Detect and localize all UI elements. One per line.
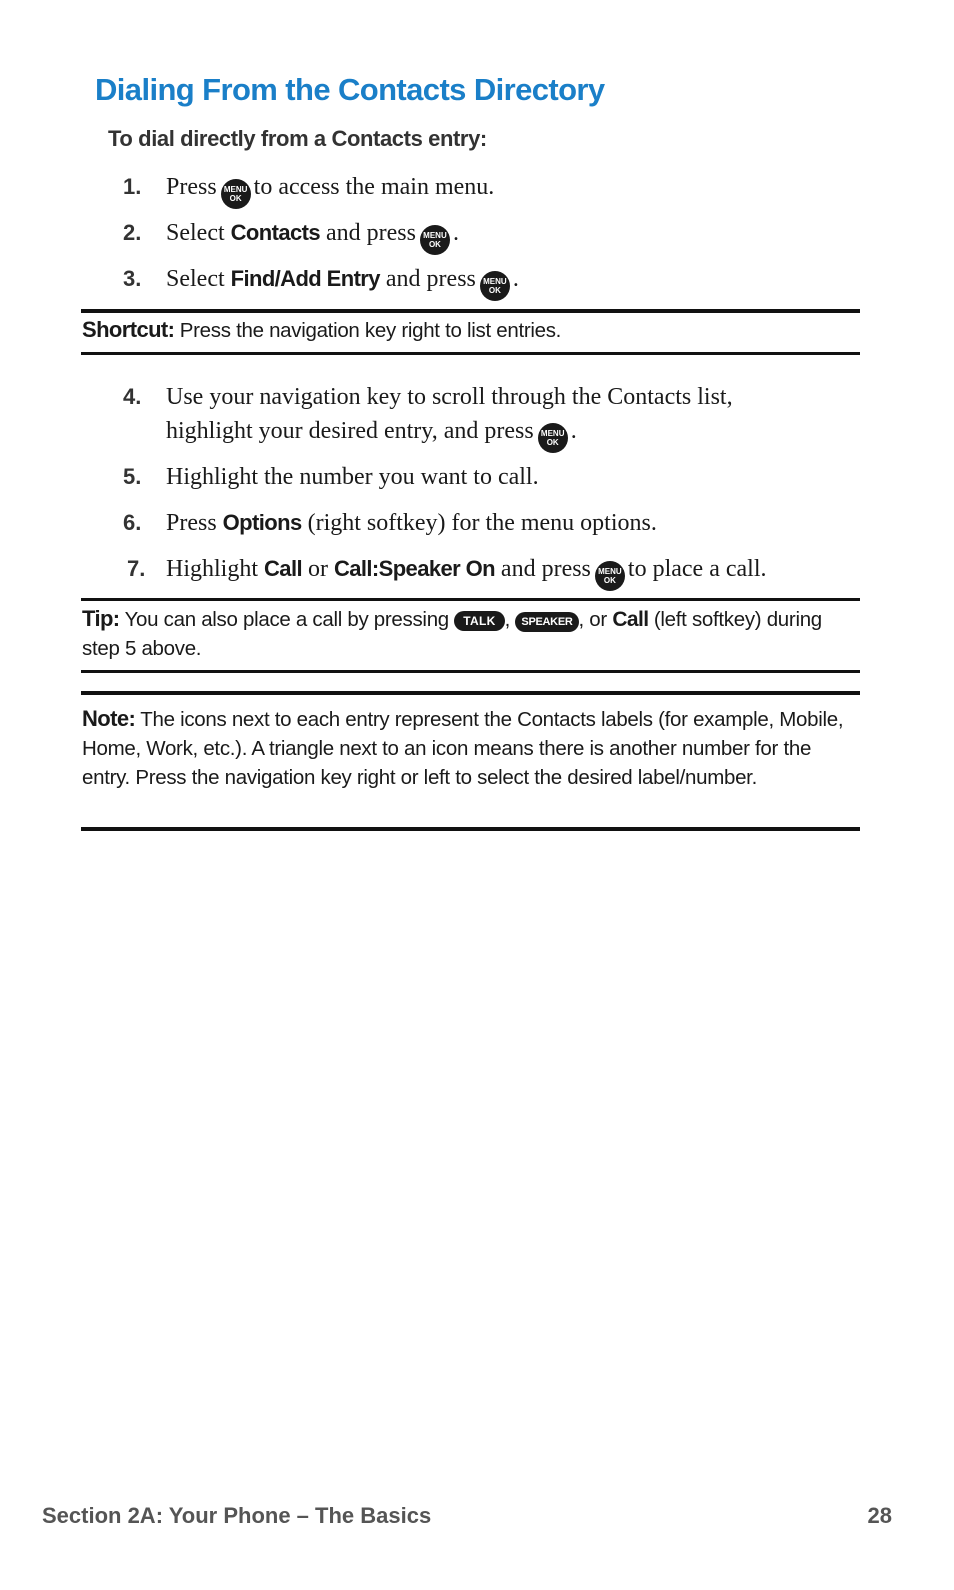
step-number: 7.: [127, 556, 146, 581]
menu-ok-key-icon: MENU OK: [221, 179, 251, 209]
tip-bottom-rule: [81, 670, 860, 673]
step-text: Press MENU OK to access the main menu.: [166, 170, 866, 209]
menu-item-call: Call: [264, 556, 302, 581]
page-title: Dialing From the Contacts Directory: [95, 72, 605, 107]
step-number: 6.: [123, 510, 142, 535]
step-number: 1.: [123, 174, 142, 199]
speaker-key-icon: SPEAKER: [515, 612, 578, 632]
step-text: Press Options (right softkey) for the menu options.: [166, 510, 657, 536]
note-box: [82, 704, 862, 792]
talk-key-icon: TALK: [454, 611, 504, 631]
menu-ok-key-icon: MENU OK: [420, 225, 450, 255]
softkey-call: Call: [612, 608, 649, 631]
tip-box: Tip: You can also place a call by pressing TALK , SPEAKER , or Call (left softkey) during step 5 above.: [82, 606, 822, 660]
step-text: Highlight Call or Call:Speaker On and press MENU OK to place a call.: [166, 552, 866, 591]
menu-item-call-speaker-on: Call:Speaker On: [333, 556, 495, 581]
shortcut-box: [82, 315, 862, 345]
step-text: Highlight the number you want to call.: [166, 464, 539, 490]
note-top-rule: [81, 691, 860, 695]
step-number: 2.: [123, 220, 142, 245]
shortcut-text: Press the navigation key right to list entries.: [179, 319, 562, 342]
menu-ok-key-icon: MENU OK: [595, 561, 625, 591]
tip-label: Tip:: [82, 606, 120, 631]
note-label: Note:: [82, 706, 136, 731]
tip-top-rule: [81, 598, 860, 601]
menu-item-find-add-entry: Find/Add Entry: [230, 266, 380, 291]
step-number: 3.: [123, 266, 142, 291]
step-number: 5.: [123, 464, 142, 489]
note-text: The icons next to each entry represent the Contacts labels (for example, Mobile, Home, Work, etc.). A triangle next to an icon means there is another number for the entry. Press the navigation key right or left to select the desired label/number.: [82, 708, 844, 789]
shortcut-label: Shortcut:: [82, 317, 175, 342]
step-number: 4.: [123, 384, 142, 409]
menu-ok-key-icon: MENU OK: [538, 423, 568, 453]
menu-item-contacts: Contacts: [230, 220, 320, 245]
step-text: Use your navigation key to scroll through the Contacts list, highlight your desired entry, and press MENU OK .: [166, 380, 816, 453]
footer-page-number: 28: [867, 1503, 892, 1528]
step-text: Select Contacts and press MENU OK .: [166, 216, 866, 255]
step-text: Select Find/Add Entry and press MENU OK .: [166, 262, 866, 301]
shortcut-top-rule: [81, 309, 860, 313]
menu-ok-key-icon: MENU OK: [480, 271, 510, 301]
note-bottom-rule: [81, 827, 860, 831]
intro-heading: To dial directly from a Contacts entry:: [108, 126, 487, 151]
shortcut-bottom-rule: [81, 352, 860, 355]
softkey-options: Options: [222, 510, 302, 535]
footer-section-title: Section 2A: Your Phone – The Basics: [42, 1503, 432, 1528]
